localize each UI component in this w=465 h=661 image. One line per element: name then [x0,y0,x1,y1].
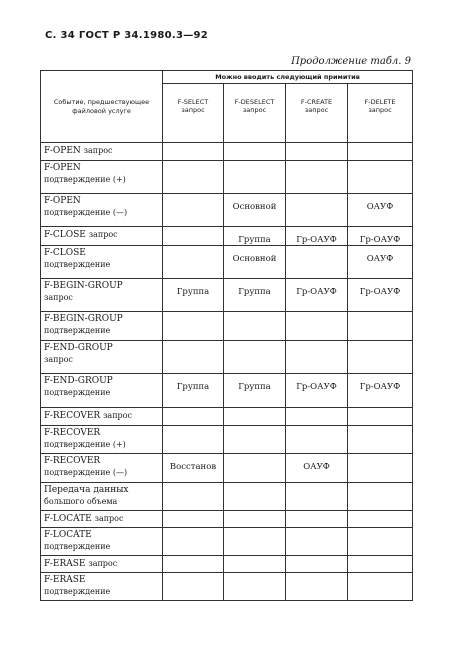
value-cell [163,408,224,426]
event-qualifier: запрос [44,293,73,302]
value-cell [286,556,348,573]
event-name: F-RECOVER [44,428,101,438]
page-header: С. 34 ГОСТ Р 34.1980.3—92 [45,30,209,41]
event-name: F-OPEN [44,163,81,173]
value-cell [224,161,286,194]
column-header-f-create [286,84,348,143]
column-name: F-CREATE [300,98,333,106]
event-cell [41,143,163,161]
value-cell [348,483,413,511]
event-cell [41,227,163,246]
value-cell [348,556,413,573]
column-header-f-select [163,84,224,143]
value-cell [286,426,348,454]
table-row [41,426,413,454]
event-cell [41,161,163,194]
value-cell: ОАУФ [348,194,413,227]
column-name: F-DESELECT [234,98,275,106]
value-cell [224,528,286,556]
value-cell [224,483,286,511]
table-row [41,408,413,426]
value-cell [286,312,348,341]
value-cell: Гр-ОАУФ [348,279,413,312]
value-cell: Гр-ОАУФ [348,374,413,408]
primitives-table [40,70,413,601]
value-cell [163,161,224,194]
event-cell [41,528,163,556]
value-cell: Группа [224,279,286,312]
value-cell [286,194,348,227]
value-cell [163,246,224,279]
event-name: F-RECOVER [44,411,101,421]
value-cell [348,573,413,601]
value-cell [348,143,413,161]
value-cell [286,483,348,511]
value-cell [286,408,348,426]
value-cell: Основной [224,246,286,279]
event-qualifier: подтверждение [44,388,111,397]
event-qualifier: запрос [94,514,124,523]
table-row [41,143,413,161]
value-cell: Гр-ОАУФ [286,279,348,312]
event-name: F-OPEN [44,146,81,156]
value-cell [163,143,224,161]
table-row [41,374,413,408]
event-cell [41,483,163,511]
table-row [41,341,413,374]
event-cell [41,194,163,227]
event-cell [41,279,163,312]
table-continuation: Продолжение табл. 9 [291,56,411,67]
value-cell [163,528,224,556]
event-name: F-END-GROUP [44,343,113,353]
event-name: Передача данных [44,485,129,495]
event-qualifier: подтверждение [44,542,111,551]
column-subtitle: запрос [242,106,267,115]
event-qualifier: подтверждение (+) [44,175,126,184]
value-cell [224,556,286,573]
value-cell [348,408,413,426]
event-cell [41,454,163,483]
event-qualifier: подтверждение (—) [44,208,128,217]
event-name: F-ERASE [44,559,86,569]
value-cell: Восстанов [163,454,224,483]
value-cell: Гр-ОАУФ [286,227,348,246]
value-cell [224,341,286,374]
event-qualifier: запрос [88,230,118,239]
event-qualifier: большого объема [44,497,118,506]
value-cell [348,161,413,194]
event-column-header: Событие, предшествующее файловой услуге [41,71,163,143]
value-cell [224,408,286,426]
event-name: F-BEGIN-GROUP [44,281,123,291]
value-cell: Группа [224,227,286,246]
event-qualifier: запрос [83,146,113,155]
table-row [41,556,413,573]
column-header-f-deselect [224,84,286,143]
event-qualifier: подтверждение [44,326,111,335]
event-cell [41,341,163,374]
table-row [41,483,413,511]
value-cell [224,312,286,341]
event-name: F-OPEN [44,196,81,206]
value-cell: Гр-ОАУФ [286,374,348,408]
event-name: F-RECOVER [44,456,101,466]
event-cell [41,573,163,601]
event-name: F-LOCATE [44,530,92,540]
event-cell [41,511,163,528]
value-cell [348,341,413,374]
value-cell [224,511,286,528]
event-qualifier: запрос [103,411,132,420]
value-cell [286,511,348,528]
value-cell [224,426,286,454]
value-cell [163,341,224,374]
event-qualifier: подтверждение [44,587,111,596]
value-cell [286,246,348,279]
event-cell [41,246,163,279]
table-row [41,246,413,279]
table-row [41,454,413,483]
table-row [41,528,413,556]
value-cell [163,426,224,454]
value-cell [163,194,224,227]
event-cell [41,374,163,408]
value-cell [348,426,413,454]
event-name: F-ERASE [44,575,86,585]
value-cell [224,573,286,601]
event-name: F-END-GROUP [44,376,113,386]
group-header: Можно вводить следующий примитив [163,71,413,84]
value-cell [286,161,348,194]
value-cell [286,341,348,374]
table-row [41,573,413,601]
value-cell: Группа [163,279,224,312]
value-cell [286,573,348,601]
table-row [41,511,413,528]
value-cell [163,556,224,573]
value-cell [163,312,224,341]
value-cell [163,573,224,601]
value-cell [224,454,286,483]
table-row [41,194,413,227]
event-qualifier: запрос [88,559,118,568]
column-subtitle: запрос [368,106,392,115]
value-cell [163,483,224,511]
event-cell [41,426,163,454]
event-cell [41,556,163,573]
event-name: F-LOCATE [44,514,92,524]
value-cell [224,143,286,161]
column-subtitle: запрос [304,106,329,115]
value-cell [286,143,348,161]
column-header-f-delete [348,84,413,143]
column-name: F-DELETE [364,98,396,106]
event-cell [41,408,163,426]
value-cell: ОАУФ [348,246,413,279]
value-cell [348,528,413,556]
table-row [41,227,413,246]
value-cell [348,511,413,528]
table-row [41,279,413,312]
event-qualifier: подтверждение [44,260,111,269]
event-name: F-CLOSE [44,230,86,240]
value-cell: ОАУФ [286,454,348,483]
value-cell: Гр-ОАУФ [348,227,413,246]
event-qualifier: подтверждение (+) [44,440,126,449]
column-subtitle: запрос [181,106,205,115]
value-cell [286,528,348,556]
event-cell [41,312,163,341]
event-qualifier: подтверждение (—) [44,468,128,477]
table-row [41,161,413,194]
value-cell [163,511,224,528]
value-cell [163,227,224,246]
value-cell [348,312,413,341]
event-qualifier: запрос [44,355,73,364]
table-row [41,312,413,341]
value-cell: Основной [224,194,286,227]
value-cell [348,454,413,483]
event-name: F-BEGIN-GROUP [44,314,123,324]
value-cell: Группа [224,374,286,408]
value-cell: Группа [163,374,224,408]
event-name: F-CLOSE [44,248,86,258]
column-name: F-SELECT [177,98,209,106]
